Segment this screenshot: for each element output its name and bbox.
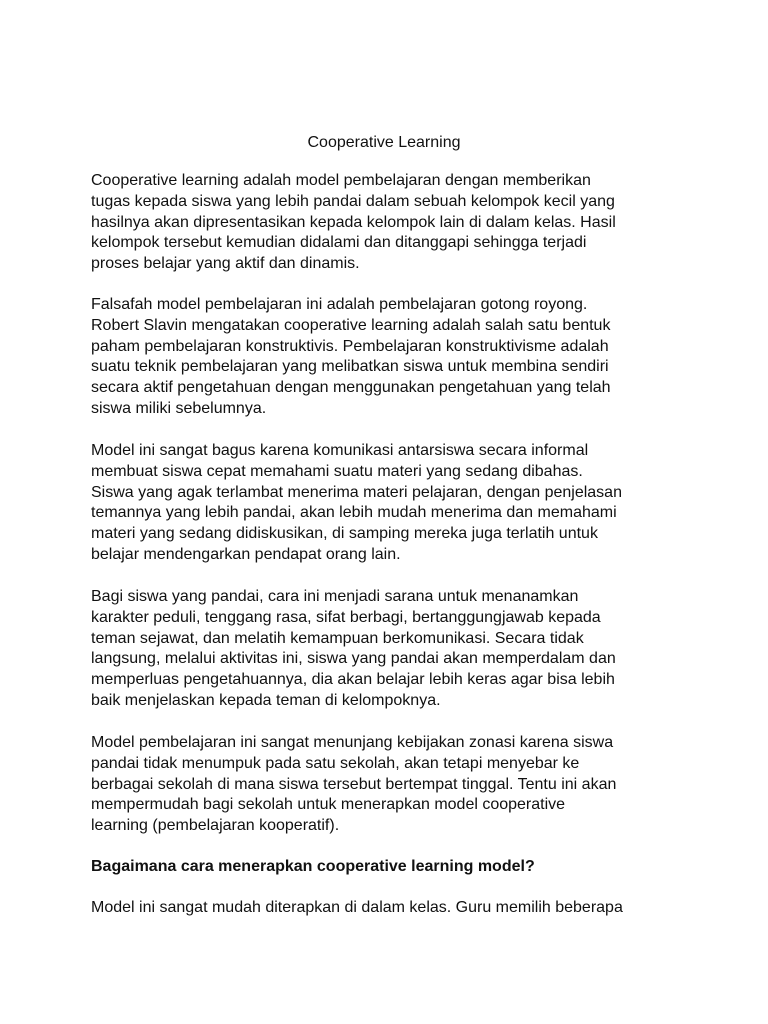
paragraph-line: teman sejawat, dan melatih kemampuan berkomunikasi. Secara tidak: [91, 629, 584, 647]
paragraph-line: pandai tidak menumpuk pada satu sekolah, akan tetapi menyebar ke: [91, 754, 580, 772]
paragraph-line: langsung, melalui aktivitas ini, siswa yang pandai akan memperdalam dan: [91, 650, 616, 668]
paragraph-line: membuat siswa cepat memahami suatu materi yang sedang dibahas.: [91, 462, 583, 480]
paragraph-1: [91, 171, 731, 275]
paragraph-line: materi yang sedang didiskusikan, di samping mereka juga terlatih untuk: [91, 525, 598, 543]
paragraph-line: belajar mendengarkan pendapat orang lain.: [91, 545, 401, 563]
paragraph-line: Model ini sangat mudah diterapkan di dalam kelas. Guru memilih beberapa: [91, 899, 623, 916]
paragraph-line: Cooperative learning adalah model pembelajaran dengan memberikan: [91, 172, 591, 189]
paragraph-line: secara aktif pengetahuan dengan menggunakan pengetahuan yang telah: [91, 379, 611, 397]
paragraph-line: baik menjelaskan kepada teman di kelompoknya.: [91, 691, 441, 709]
section-heading-text: Bagaimana cara menerapkan cooperative learning model?: [91, 858, 535, 875]
paragraph-line: paham pembelajaran konstruktivis. Pembelajaran konstruktivisme adalah: [91, 337, 609, 355]
paragraph-line: learning (pembelajaran kooperatif).: [91, 817, 340, 835]
paragraph-3: [91, 441, 731, 566]
paragraph-line: tugas kepada siswa yang lebih pandai dalam sebuah kelompok kecil yang: [91, 192, 615, 210]
paragraph-line: Model ini sangat bagus karena komunikasi antarsiswa secara informal: [91, 442, 589, 459]
paragraph-line: Robert Slavin mengatakan cooperative learning adalah salah satu bentuk: [91, 316, 611, 334]
paragraph-line: siswa miliki sebelumnya.: [91, 399, 267, 417]
paragraph-line: Bagi siswa yang pandai, cara ini menjadi sarana untuk menanamkan: [91, 588, 579, 605]
paragraph-line: memperluas pengetahuannya, dia akan belajar lebih keras agar bisa lebih: [91, 671, 615, 689]
paragraph-2: [91, 295, 731, 420]
paragraph-4: [91, 587, 731, 712]
paragraph-5: [91, 733, 731, 837]
section-heading: [91, 857, 731, 878]
paragraph-line: proses belajar yang aktif dan dinamis.: [91, 255, 360, 273]
paragraph-line: Model pembelajaran ini sangat menunjang kebijakan zonasi karena siswa: [91, 734, 614, 751]
paragraph-line: karakter peduli, tenggang rasa, sifat berbagi, bertanggungjawab kepada: [91, 608, 601, 626]
paragraph-line: temannya yang lebih pandai, akan lebih mudah menerima dan memahami: [91, 504, 617, 522]
paragraph-line: berbagai sekolah di mana siswa tersebut bertempat tinggal. Tentu ini akan: [91, 775, 617, 793]
paragraph-line: Siswa yang agak terlambat menerima materi pelajaran, dengan penjelasan: [91, 483, 622, 501]
document-title: Cooperative Learning: [307, 134, 461, 151]
paragraph-line: Falsafah model pembelajaran ini adalah pembelajaran gotong royong.: [91, 296, 588, 313]
paragraph-line: mempermudah bagi sekolah untuk menerapkan model cooperative: [91, 796, 566, 814]
paragraph-6: [91, 898, 731, 919]
paragraph-line: kelompok tersebut kemudian didalami dan ditanggapi sehingga terjadi: [91, 234, 587, 252]
paragraph-line: suatu teknik pembelajaran yang melibatkan siswa untuk membina sendiri: [91, 358, 609, 376]
paragraph-line: hasilnya akan dipresentasikan kepada kelompok lain di dalam kelas. Hasil: [91, 213, 616, 231]
